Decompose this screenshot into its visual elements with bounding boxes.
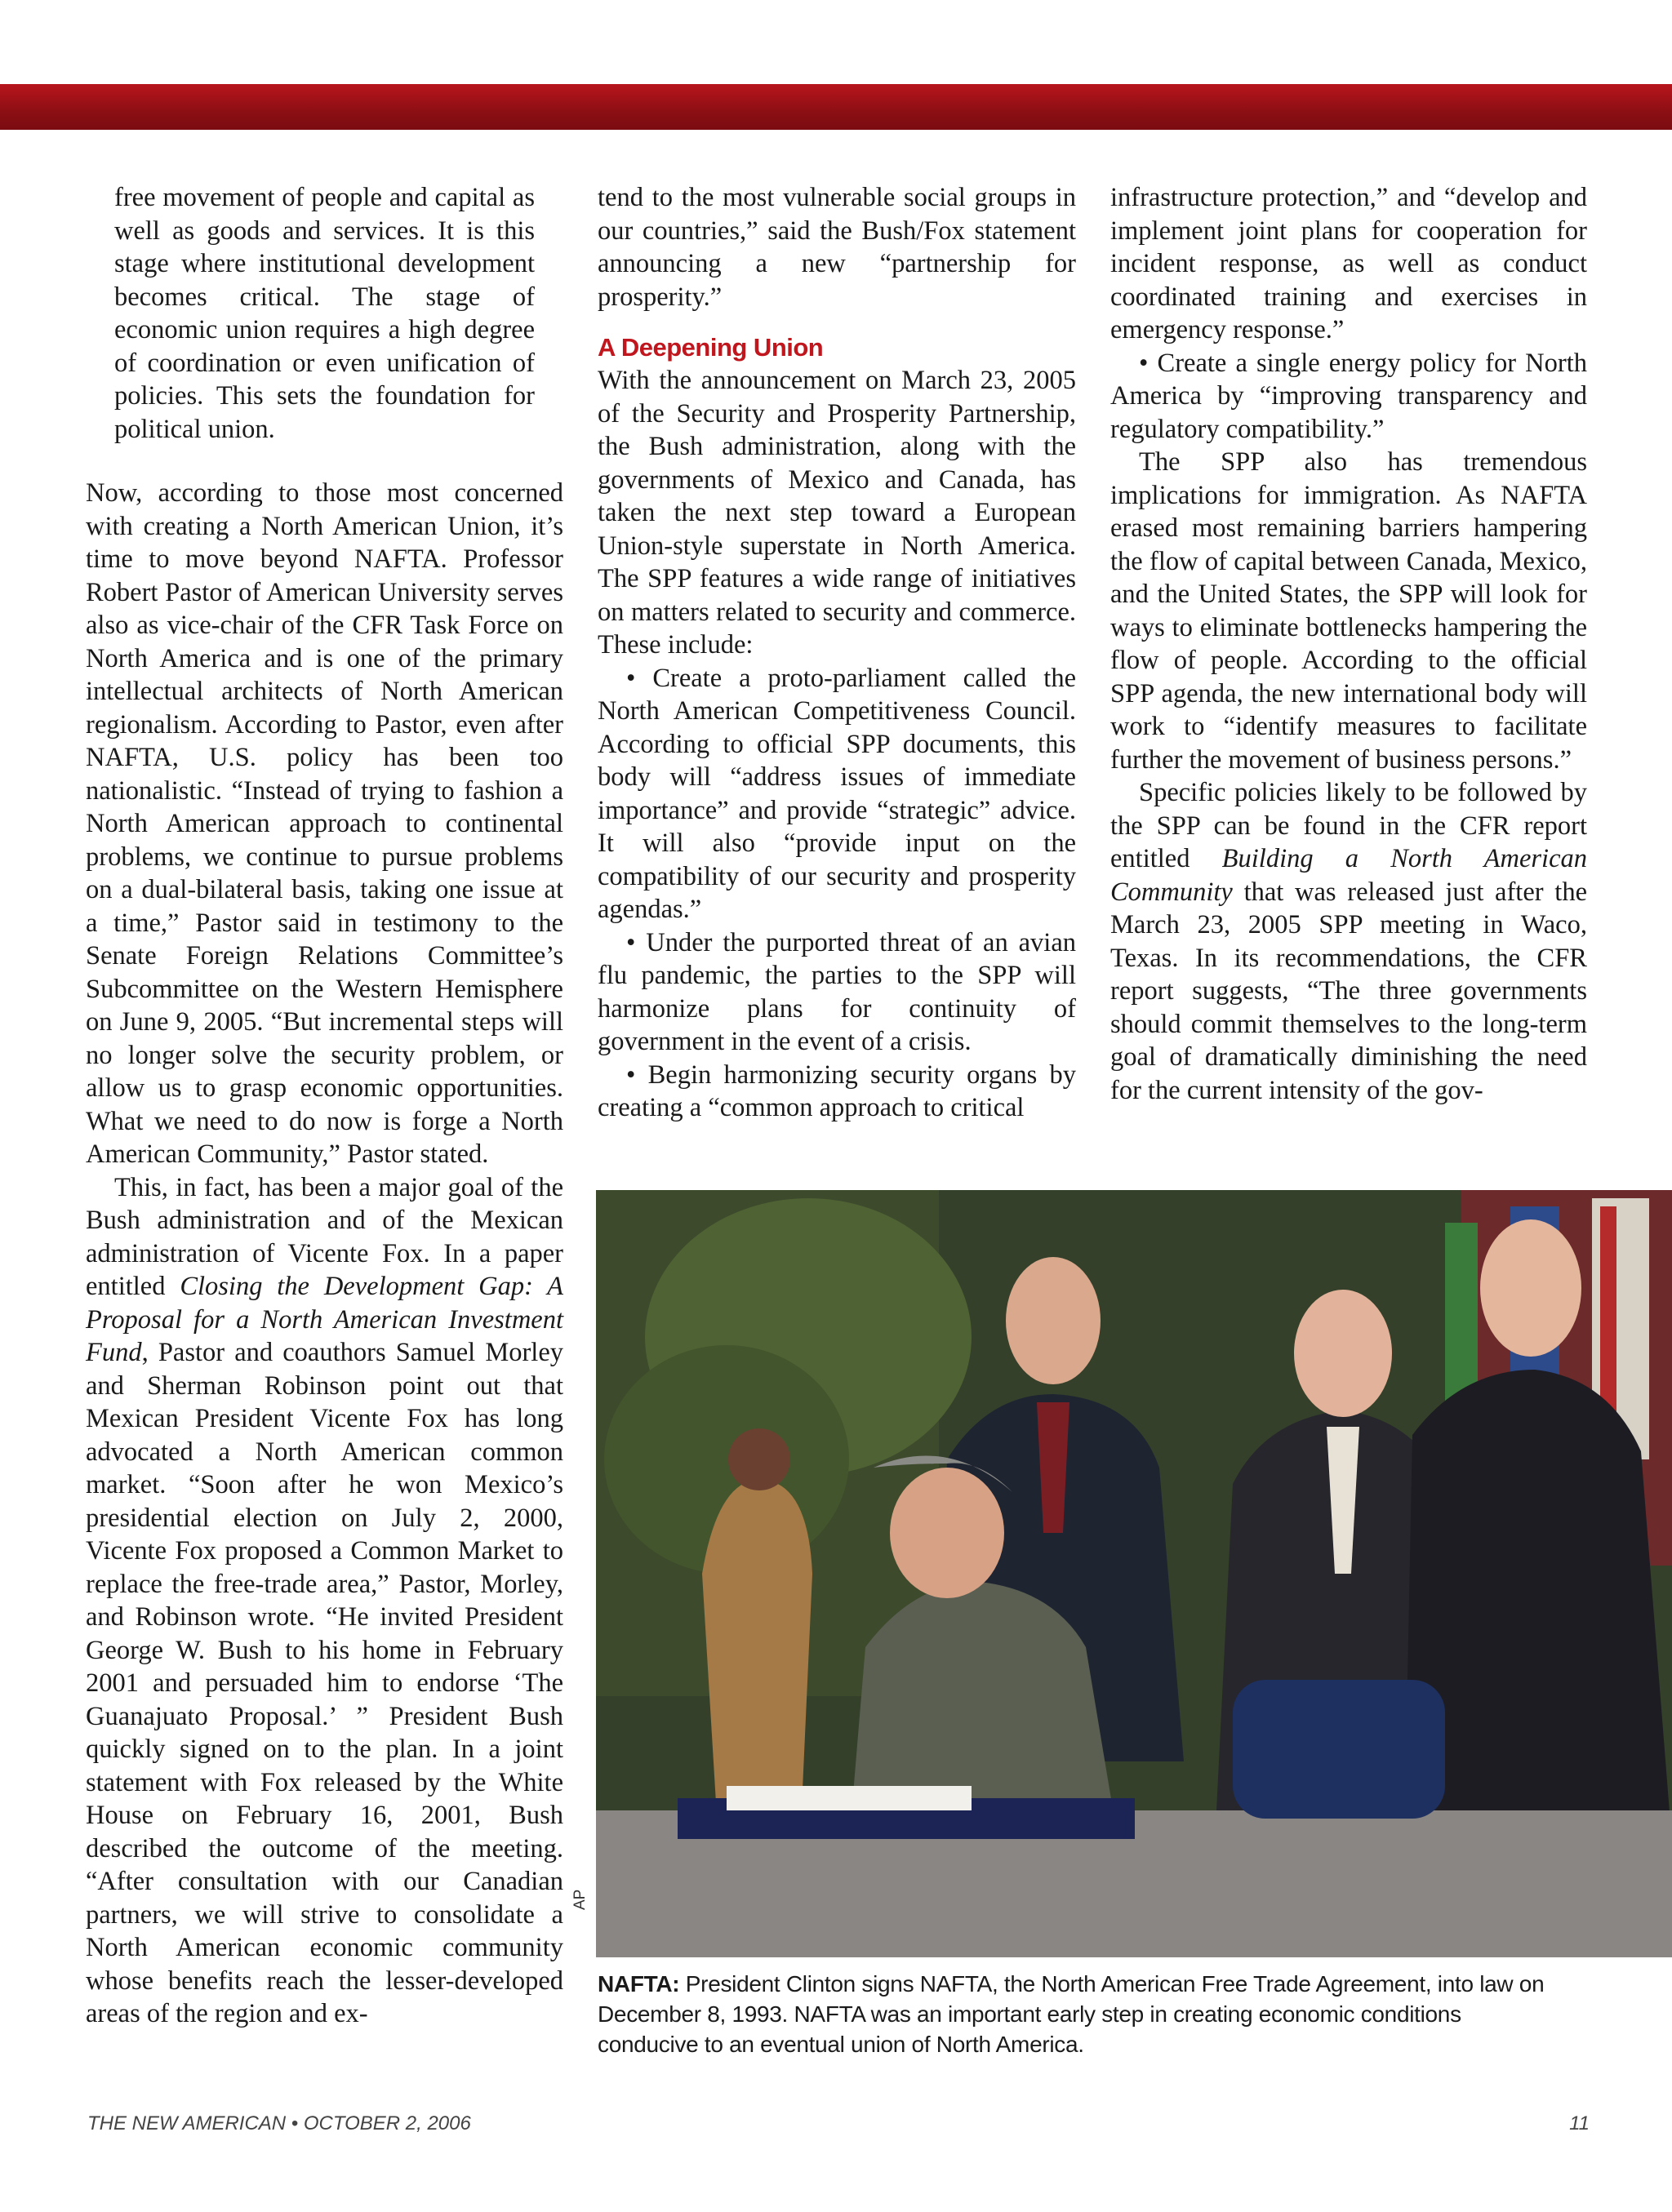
- paragraph: tend to the most vulnerable social groups in our countries,” said the Bush/Fox statement announcing a new “partnership for prosperity.”: [598, 183, 1076, 312]
- paragraph: infrastructure protection,” and “develop and implement joint plans for cooperation for incident response, as well as conduct coordinated training and exercises in emergency response.”: [1110, 183, 1587, 344]
- paragraph-text: Specific policies likely to be followed by the SPP can be found in the CFR report entitled: [1110, 778, 1587, 873]
- paragraph: The SPP also has tremendous implications for immigration. As NAFTA erased most remaining barriers hampering the flow of capital between Canada, Mexico, and the United States, the SPP will look for ways to eliminate bottlenecks hampering the flow of people. According to the official SPP agenda, the new international body will work to “identify measures to facilitate further the movement of business persons.”: [1110, 447, 1587, 775]
- header-color-band: [0, 84, 1672, 130]
- caption-text: President Clinton signs NAFTA, the North American Free Trade Agreement, into law on December 8, 1993. NAFTA was an important early step in creating economic conditions conducive to an eventual union of North America.: [598, 1971, 1545, 2057]
- report-title: Building a North American Community: [1110, 844, 1588, 907]
- page-number: 11: [1569, 2112, 1590, 2134]
- paragraph-text: that was released just after the March 23, 2005 SPP meeting in Waco, Texas. In its recommendations, the CFR report suggests, “The three governments should commit themselves to the long-term goal of dramatically diminishing the need for the current intensity of the gov-: [1110, 877, 1587, 1105]
- caption-label: NAFTA:: [598, 1971, 680, 1997]
- bullet-item: • Under the purported threat of an avian flu pandemic, the parties to the SPP will harmonize plans for continuity of government in the event of a crisis.: [598, 927, 1076, 1056]
- bullet-item: • Create a proto-parliament called the North American Competitiveness Council. According to official SPP documents, this body will “address issues of immediate importance” and provide “strategic” advice. It will also “provide input on the compatibility of our security and prosperity agendas.”: [598, 663, 1076, 924]
- photo-credit: AP: [571, 1889, 589, 1910]
- text-column-3: [1110, 181, 1587, 1107]
- nafta-signing-photo: [596, 1190, 1672, 1957]
- bullet-item: • Create a single energy policy for North America by “improving transparency and regulatory compatibility.”: [1110, 348, 1587, 444]
- text-column-2: [598, 181, 1076, 1125]
- photo-illustration: [596, 1190, 1672, 1957]
- paragraph: [1110, 776, 1587, 1107]
- paper-title: Closing the Development Gap: A Proposal for a North American Investment Fund: [86, 1272, 563, 1367]
- paragraph: Now, according to those most concerned with creating a North American Union, it’s time to move beyond NAFTA. Professor Robert Pastor of American University serves also as vice-chair of the CFR Task Force on North America and is one of the primary intellectual architects of North American regionalism. According to Pastor, even after NAFTA, U.S. policy has been too nationalistic. “Instead of trying to fashion a North American approach to continental problems, we continue to pursue problems on a dual-bilateral basis, taking one issue at a time,” Pastor said in testimony to the Senate Foreign Relations Committee’s Subcommittee on the Western Hemisphere on June 9, 2005. “But incremental steps will no longer solve the security problem, or allow us to grasp economic opportunities. What we need to do now is forge a North American Community,” Pastor stated.: [86, 478, 563, 1169]
- paragraph-text: This, in fact, has been a major goal of the Bush administration and of the Mexican administration of Vicente Fox. In a paper entitled: [86, 1172, 563, 1301]
- text-column-1: [86, 181, 563, 2031]
- bullet-item: • Begin harmonizing security organs by creating a “common approach to critical: [598, 1059, 1076, 1122]
- photo-caption: [598, 1969, 1561, 2059]
- paragraph-text: , Pastor and coauthors Samuel Morley and Sherman Robinson point out that Mexican President Vicente Fox has long advocated a North American common market. “Soon after he won Mexico’s presidential election on July 2, 2000, Vicente Fox proposed a Common Market to replace the free-trade area,” Pastor, Morley, and Robinson wrote. “He invited President George W. Bush to his home in February 2001 and persuaded him to endorse ‘The Guanajuato Proposal.’ ” President Bush quickly signed on to the plan. In a joint statement with Fox released by the White House on February 16, 2001, Bush described the outcome of the meeting. “After consultation with our Canadian partners, we will strive to consolidate a North American economic community whose benefits reach the lesser-developed areas of the region and ex-: [86, 1338, 563, 2028]
- paragraph: With the announcement on March 23, 2005 of the Security and Prosperity Partnership, the Bush administration, along with the governments of Mexico and Canada, has taken the next step toward a European Union-style superstate in North America. The SPP features a wide range of initiatives on matters related to security and commerce. These include:: [598, 366, 1076, 660]
- publication-line: THE NEW AMERICAN • OCTOBER 2, 2006: [87, 2112, 471, 2134]
- paragraph: [86, 1171, 563, 2031]
- page-footer: [87, 2112, 1590, 2135]
- section-subhead: A Deepening Union: [598, 333, 824, 362]
- block-quote: free movement of people and capital as well as goods and services. It is this stage where institutional development becomes critical. The stage of economic union requires a high degree of coordination or even unification of policies. This sets the foundation for political union.: [114, 183, 535, 444]
